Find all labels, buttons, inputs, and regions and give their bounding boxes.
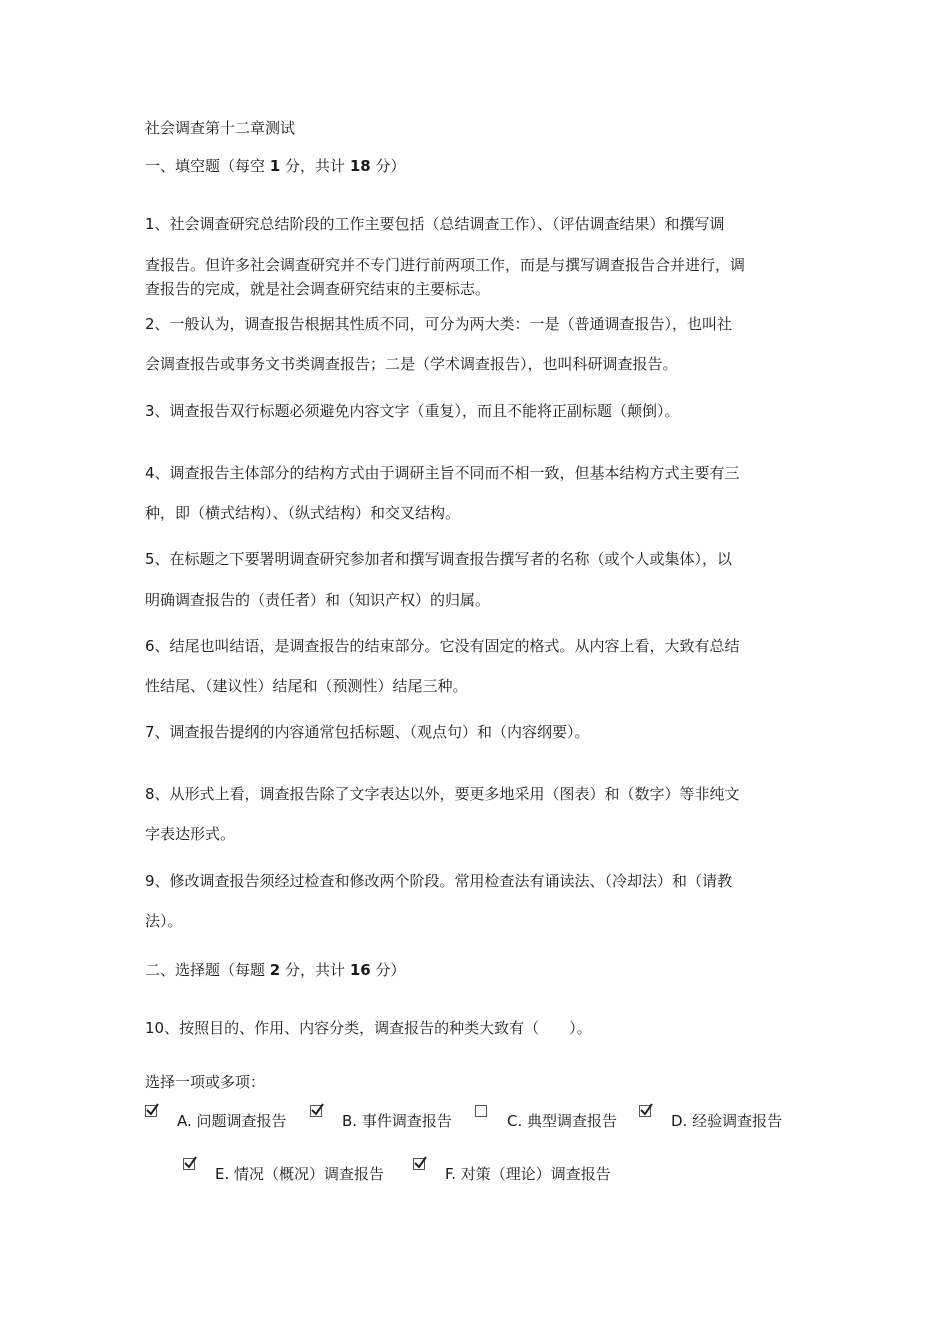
option-d-checkbox[interactable] — [639, 1105, 651, 1117]
option-b-label[interactable]: B. 事件调查报告 — [342, 1112, 452, 1130]
checkmark-icon — [145, 1103, 159, 1117]
question-8-line-1: 8、从形式上看，调查报告除了文字表达以外，要更多地采用（图表）和（数字）等非纯文 — [145, 785, 740, 803]
section-suffix: 分） — [375, 157, 406, 175]
checkmark-icon — [310, 1103, 324, 1117]
checkmark-icon — [639, 1103, 653, 1117]
points-per-blank: 1 — [269, 157, 281, 175]
section-heading-fill-in — [145, 156, 405, 176]
question-7-line-1: 7、调查报告提纲的内容通常包括标题、（观点句）和（内容纲要）。 — [145, 723, 590, 741]
document-title: 社会调查第十二章测试 — [145, 119, 296, 137]
points-total: 18 — [349, 157, 371, 175]
section-mid: 分，共计 — [285, 961, 346, 979]
question-8-line-2: 字表达形式。 — [145, 825, 236, 843]
option-e-checkbox[interactable] — [183, 1158, 195, 1170]
section-prefix: 一、填空题（每空 — [145, 157, 266, 175]
option-a-checkbox[interactable] — [145, 1105, 157, 1117]
question-5-line-2: 明确调查报告的（责任者）和（知识产权）的归属。 — [145, 591, 491, 609]
question-10-instruction: 选择一项或多项： — [145, 1073, 266, 1091]
section-mid: 分，共计 — [285, 157, 346, 175]
option-e-label[interactable]: E. 情况（概况）调查报告 — [215, 1165, 385, 1183]
question-1-line-2: 查报告。但许多社会调查研究并不专门进行前两项工作，而是与撰写调查报告合并进行，调 — [145, 256, 746, 274]
question-2-line-1: 2、一般认为，调查报告根据其性质不同，可分为两大类：一是（普通调查报告），也叫社 — [145, 315, 733, 333]
question-4-line-2: 种，即（横式结构）、（纵式结构）和交叉结构。 — [145, 504, 461, 522]
points-total: 16 — [349, 961, 371, 979]
points-per-question: 2 — [269, 961, 281, 979]
question-1-line-1: 1、社会调查研究总结阶段的工作主要包括（总结调查工作）、（评估调查结果）和撰写调 — [145, 215, 725, 233]
question-9-line-1: 9、修改调查报告须经过检查和修改两个阶段。常用检查法有诵读法、（冷却法）和（请教 — [145, 872, 733, 890]
option-c-checkbox[interactable] — [475, 1105, 487, 1117]
checkmark-icon — [183, 1156, 197, 1170]
question-10-text: 10、按照目的、作用、内容分类，调查报告的种类大致有（ ）。 — [145, 1019, 592, 1037]
question-3-line-1: 3、调查报告双行标题必须避免内容文字（重复），而且不能将正副标题（颠倒）。 — [145, 402, 680, 420]
option-a-label[interactable]: A. 问题调查报告 — [177, 1112, 287, 1130]
question-9-line-2: 法）。 — [145, 912, 183, 930]
question-5-line-1: 5、在标题之下要署明调查研究参加者和撰写调查报告撰写者的名称（或个人或集体），以 — [145, 550, 733, 568]
option-b-checkbox[interactable] — [310, 1105, 322, 1117]
section-suffix: 分） — [375, 961, 406, 979]
question-1-line-3: 查报告的完成，就是社会调查研究结束的主要标志。 — [145, 280, 491, 298]
option-f-label[interactable]: F. 对策（理论）调查报告 — [445, 1165, 611, 1183]
question-2-line-2: 会调查报告或事务文书类调查报告；二是（学术调查报告），也叫科研调查报告。 — [145, 355, 678, 373]
option-f-checkbox[interactable] — [413, 1158, 425, 1170]
checkmark-icon — [413, 1156, 427, 1170]
section-heading-choice — [145, 960, 405, 980]
option-d-label[interactable]: D. 经验调查报告 — [671, 1112, 783, 1130]
question-6-line-2: 性结尾、（建议性）结尾和（预测性）结尾三种。 — [145, 677, 468, 695]
option-c-label[interactable]: C. 典型调查报告 — [507, 1112, 618, 1130]
question-6-line-1: 6、结尾也叫结语，是调查报告的结束部分。它没有固定的格式。从内容上看，大致有总结 — [145, 637, 740, 655]
question-4-line-1: 4、调查报告主体部分的结构方式由于调研主旨不同而不相一致，但基本结构方式主要有三 — [145, 464, 740, 482]
section-prefix: 二、选择题（每题 — [145, 961, 266, 979]
